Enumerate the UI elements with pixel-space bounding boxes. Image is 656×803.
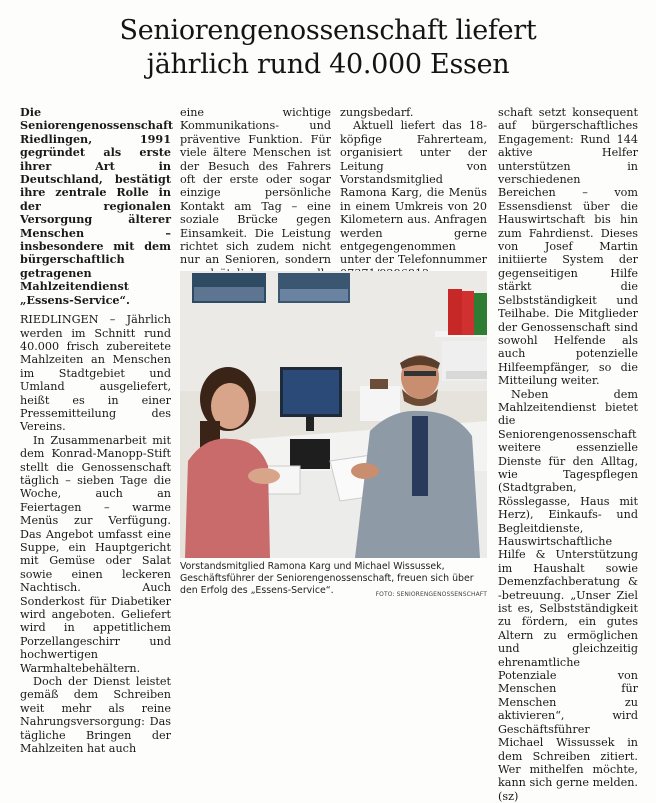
paragraph: eine wichtige Kommunikations- und präventive Funktion. Für viele ältere Menschen ist der Besuch des Fahrers oft der erste oder sogar einzige persönliche Kontakt am Tag – eine soziale Brücke gegen Einsamkeit. Die Leistung richtet sich zudem nicht nur an Senioren, sondern	[180, 106, 331, 267]
paragraph: Aktuell liefert das 18-köpfige Fahrerteam, organisiert unter der Leitung von Vorstandsmitglied Ramona Karg, die Menüs in einem Umkreis von 20 Kilometern aus. Anfragen werden gerne entgegengenommen unter der Telefonnummer	[340, 119, 487, 267]
paragraph: In Zusammenarbeit mit dem Konrad-Manopp-Stift stellt die Genossenschaft täglich – sieben Tage die Woche, auch an Feiertagen – warme Menüs zur Verfügung. Das Angebot umfasst eine Suppe, ein Hauptgericht mit Gemüse oder Salat sowie einen leckeren Nachtisch. Auch Sonderkost für Diabetiker wird angeboten. Geliefert wird in appetitlichem Porzellangeschirr und hochwertigen Warmhaltebehältern.	[20, 433, 171, 675]
lead-paragraph: Die Seniorengenossenschaft Riedlingen, 1991 gegründet als erste ihrer Art in Deutschland, bestätigt ihre zentrale Rolle in der regionalen Versorgung älterer Menschen – insbesondere mit dem bürgerschaftlich getragenen Mahlzeitendienst „Essens-Service“.	[20, 105, 174, 307]
paragraph: Doch der Dienst leistet gemäß dem Schreiben weit mehr als reine Nahrungsversorgung: Das tägliche Bringen der Mahlzeiten hat auch	[20, 675, 171, 756]
headline-line-1: Seniorengenossenschaft liefert	[119, 15, 537, 46]
column-4	[498, 106, 638, 803]
headline-line-2: jährlich rund 40.000 Essen	[146, 49, 510, 80]
column-1	[20, 105, 174, 756]
photo-illustration	[180, 271, 487, 558]
paragraph: zungsbedarf.	[340, 106, 414, 119]
column-3	[340, 106, 487, 294]
article-photo	[180, 271, 487, 558]
photo-credit: FOTO: SENIORENGENOSSENSCHAFT	[375, 591, 487, 598]
paragraph: RIEDLINGEN – Jährlich werden im Schnitt rund 40.000 frisch zubereitete Mahlzeiten an Menschen im Stadtgebiet und Umland ausgeliefert, heißt es in einer Pressemitteilung des Vereins.	[20, 313, 171, 434]
headline	[0, 14, 656, 82]
paragraph: Neben dem Mahlzeitendienst bietet die Seniorengenossenschaft weitere essenzielle Dienste für den Alltag, wie Tagespflegen (Stadtgraben, Rösslegasse, Haus mit Herz), Einkaufs- und Begleitdienste, Hauswirtschaftliche Hilfe & Unterstützung im Haushalt sowie Demenzfachberatung & -betreuung. „Unser Ziel ist es, Selbstständigkeit zu fördern, ein gutes Altern zu ermöglichen und gleichzeitig ehrenamtliche Potenziale von Menschen für Menschen zu aktivieren“, wird Geschäftsführer Michael Wissussek in dem Schreiben zitiert. Wer mithelfen möchte, kann sich gerne melden. (sz)	[498, 387, 638, 803]
photo-caption: Vorstandsmitglied Ramona Karg und Michael Wissussek, Geschäftsführer der Seniorengenossenschaft, freuen sich über den Erfolg des „Essens-Service“.	[180, 561, 474, 596]
paragraph: schaft setzt konsequent auf bürgerschaftliches Engagement: Rund 144 aktive Helfer unterstützen in verschiedenen Bereichen – vom Essensdienst über die Hauswirtschaft bis hin zum Fahrdienst. Dieses von Josef Martin initiierte System der gegenseitigen Hilfe stärkt die Selbstständigkeit und Teilhabe. Die Mitglieder der Genossenschaft sind sowohl Helfende als auch potenzielle Hilfeempfänger, so die Mitteilung weiter.	[498, 106, 638, 388]
column-2	[180, 106, 331, 294]
